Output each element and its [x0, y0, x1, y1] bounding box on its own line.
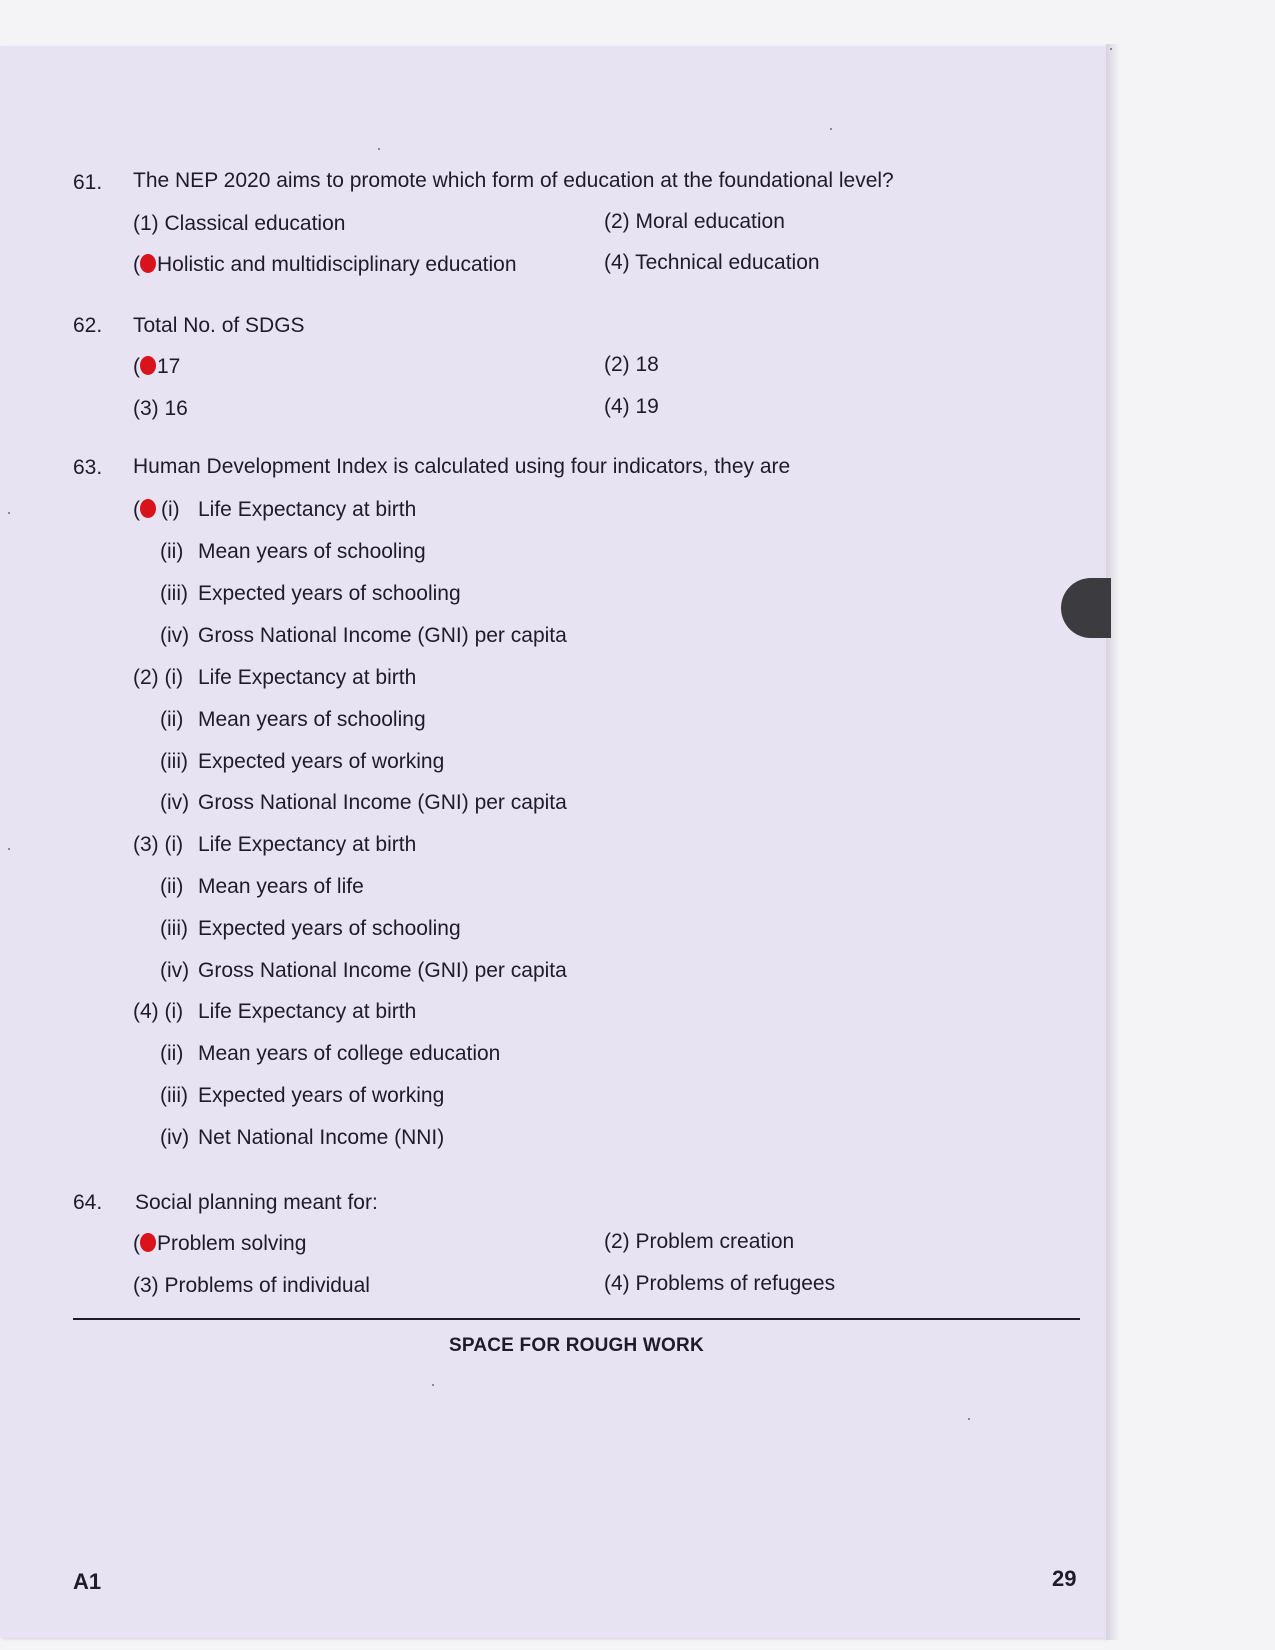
- question-61-text: The NEP 2020 aims to promote which form of education at the foundational level?: [133, 169, 894, 192]
- question-64-text: Social planning meant for:: [135, 1191, 378, 1214]
- scan-speck: [1110, 48, 1112, 50]
- option-4-item-iii-label: (iii): [160, 1084, 188, 1107]
- option-3-item-i: Life Expectancy at birth: [198, 833, 417, 856]
- scan-speck: [432, 1384, 434, 1386]
- option-1-item-iii: Expected years of schooling: [198, 582, 461, 605]
- option-1-item-iii-label: (iii): [160, 582, 188, 605]
- page-number: 29: [1052, 1566, 1077, 1591]
- selected-answer-mark: [140, 499, 156, 518]
- option-1-item-i: Life Expectancy at birth: [198, 498, 417, 521]
- option-text: 17: [157, 355, 181, 378]
- option-4-item-iv-label: (iv): [160, 1126, 190, 1149]
- question-62-number: 62.: [73, 314, 103, 337]
- option-2-item-iv: Gross National Income (GNI) per capita: [198, 791, 567, 814]
- option-open-paren: (: [133, 355, 140, 378]
- question-63-option-1[interactable]: [133, 499, 180, 520]
- question-61-option-1[interactable]: (1) Classical education: [133, 212, 346, 235]
- question-63-number: 63.: [73, 456, 103, 479]
- question-62-text: Total No. of SDGS: [133, 314, 305, 337]
- option-open-paren: (: [133, 498, 140, 521]
- scan-speck: [378, 148, 380, 150]
- question-64-option-4[interactable]: (4) Problems of refugees: [604, 1272, 836, 1295]
- scan-speck: [830, 128, 832, 130]
- option-4-item-iii: Expected years of working: [198, 1084, 445, 1107]
- question-62-option-4[interactable]: (4) 19: [604, 395, 659, 418]
- scan-speck: [8, 512, 10, 514]
- option-2-item-iii-label: (iii): [160, 750, 188, 773]
- question-62-option-3[interactable]: (3) 16: [133, 397, 188, 420]
- option-3-item-ii-label: (ii): [160, 875, 184, 898]
- question-63-option-3[interactable]: (3) (i): [133, 833, 184, 856]
- question-62-option-2[interactable]: (2) 18: [604, 353, 659, 376]
- rough-work-divider: [73, 1318, 1080, 1320]
- booklet-code: A1: [73, 1569, 102, 1594]
- question-61-option-3[interactable]: [133, 254, 517, 275]
- option-2-item-iv-label: (iv): [160, 791, 190, 814]
- option-3-item-iii: Expected years of schooling: [198, 917, 461, 940]
- question-63-option-4[interactable]: (4) (i): [133, 1000, 184, 1023]
- option-2-item-i: Life Expectancy at birth: [198, 666, 417, 689]
- selected-answer-mark: [140, 1233, 156, 1252]
- selected-answer-mark: [140, 356, 156, 375]
- question-64-option-1[interactable]: [133, 1233, 306, 1254]
- option-text: Problem solving: [157, 1232, 307, 1255]
- question-61-option-4[interactable]: (4) Technical education: [604, 251, 820, 274]
- option-open-paren: (: [133, 253, 140, 276]
- question-64-option-2[interactable]: (2) Problem creation: [604, 1230, 795, 1253]
- option-3-item-iv: Gross National Income (GNI) per capita: [198, 959, 567, 982]
- option-3-item-iv-label: (iv): [160, 959, 190, 982]
- option-1-item-ii-label: (ii): [160, 540, 184, 563]
- option-4-item-ii: Mean years of college education: [198, 1042, 501, 1065]
- scan-speck: [8, 848, 10, 850]
- page-edge: [1106, 44, 1120, 1640]
- question-63-option-2[interactable]: (2) (i): [133, 666, 184, 689]
- option-4-item-ii-label: (ii): [160, 1042, 184, 1065]
- question-61-option-2[interactable]: (2) Moral education: [604, 210, 785, 233]
- question-61-number: 61.: [73, 171, 103, 194]
- scan-speck: [968, 1418, 970, 1420]
- sub-item-i-label: (i): [161, 498, 180, 521]
- option-3-item-iii-label: (iii): [160, 917, 188, 940]
- option-3-item-ii: Mean years of life: [198, 875, 364, 898]
- option-4-item-iv: Net National Income (NNI): [198, 1126, 445, 1149]
- question-63-text: Human Development Index is calculated using four indicators, they are: [133, 455, 791, 478]
- option-1-item-iv-label: (iv): [160, 624, 190, 647]
- option-4-item-i: Life Expectancy at birth: [198, 1000, 417, 1023]
- selected-answer-mark: [140, 254, 156, 273]
- option-1-item-iv: Gross National Income (GNI) per capita: [198, 624, 567, 647]
- option-open-paren: (: [133, 1232, 140, 1255]
- question-62-option-1[interactable]: [133, 356, 180, 377]
- option-2-item-ii-label: (ii): [160, 708, 184, 731]
- option-1-item-ii: Mean years of schooling: [198, 540, 426, 563]
- option-2-item-iii: Expected years of working: [198, 750, 445, 773]
- rough-work-heading: SPACE FOR ROUGH WORK: [449, 1335, 704, 1356]
- question-64-number: 64.: [73, 1191, 103, 1214]
- option-text: Holistic and multidisciplinary education: [157, 253, 517, 276]
- option-2-item-ii: Mean years of schooling: [198, 708, 426, 731]
- question-64-option-3[interactable]: (3) Problems of individual: [133, 1274, 370, 1297]
